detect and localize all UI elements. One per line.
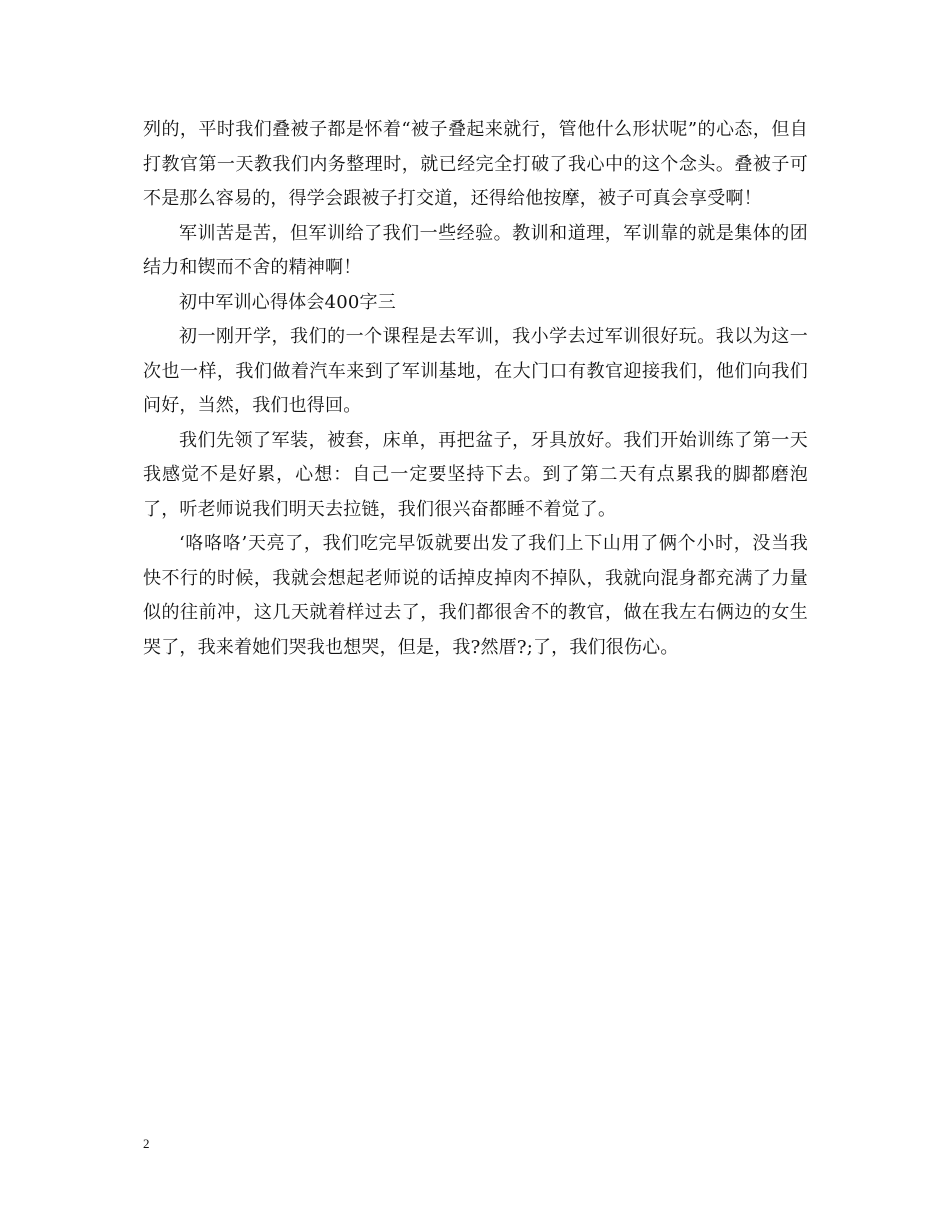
document-body xyxy=(143,113,808,665)
page-number: 2 xyxy=(143,1136,150,1151)
paragraph-hiking-farewell: ‘咯咯咯’天亮了，我们吃完早饭就要出发了我们上下山用了俩个小时，没当我快不行的时候，我就会想起老师说的话掉皮掉肉不掉队，我就向混身都充满了力量似的往前冲，这几天就着样过去了，我们都很舍不的教官，做在我左右俩边的女生哭了，我来着她们哭我也想哭，但是，我?然厝?;了，我们很伤心。 xyxy=(143,533,808,658)
paragraph-continued: 列的，平时我们叠被子都是怀着“被子叠起来就行，管他什么形状呢”的心态，但自打教官第一天教我们内务整理时，就已经完全打破了我心中的这个念头。叠被子可不是那么容易的，得学会跟被子打交道，还得给他按摩，被子可真会享受啊！ xyxy=(143,119,808,209)
paragraph-military-training-summary: 军训苦是苦，但军训给了我们一些经验。教训和道理，军训靠的就是集体的团结力和锲而不舍的精神啊！ xyxy=(143,222,808,278)
section-heading: 初中军训心得体会400字三 xyxy=(179,291,396,313)
paragraph-training-days: 我们先领了军装，被套，床单，再把盆子，牙具放好。我们开始训练了第一天我感觉不是好累，心想：自己一定要坚持下去。到了第二天有点累我的脚都磨泡了，听老师说我们明天去拉链，我们很兴奋都睡不着觉了。 xyxy=(143,429,808,520)
paragraph-first-day: 初一刚开学，我们的一个课程是去军训，我小学去过军训很好玩。我以为这一次也一样，我们做着汽车来到了军训基地，在大门口有教官迎接我们，他们向我们问好，当然，我们也得回。 xyxy=(143,326,808,416)
